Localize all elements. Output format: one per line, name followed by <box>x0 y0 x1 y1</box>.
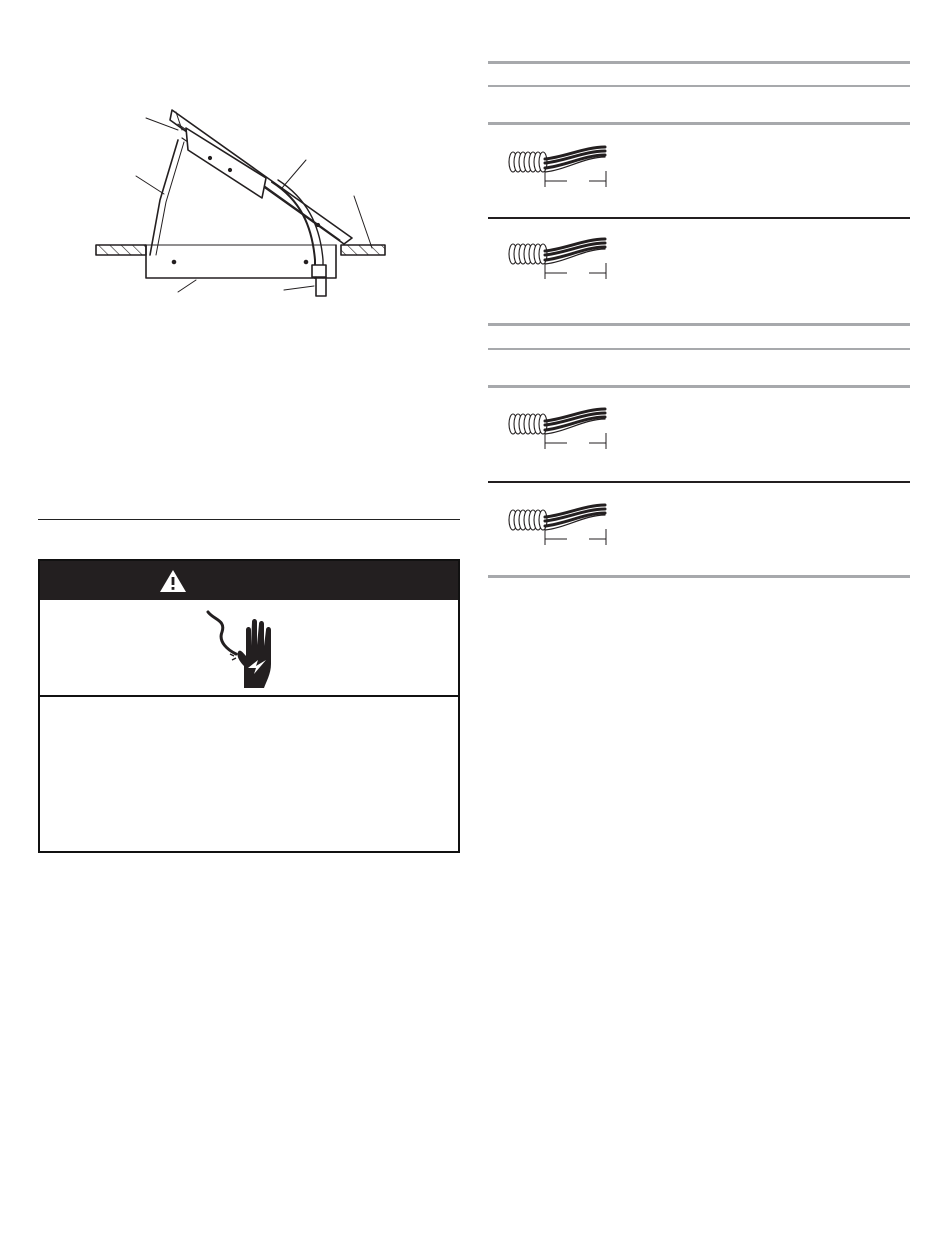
warning-triangle-icon <box>159 569 187 593</box>
electrical-shock-hand-icon <box>204 610 284 690</box>
callout-leader <box>282 160 306 188</box>
stripped-cable-icon <box>505 237 615 287</box>
table-row-rule <box>488 481 910 483</box>
callout-leader <box>136 176 164 194</box>
warning-icon-area <box>40 600 458 697</box>
table-bottom-rule <box>488 575 910 578</box>
callout-leader <box>284 286 314 290</box>
table-row-rule <box>488 217 910 219</box>
cooktop-installation-diagram <box>80 100 390 310</box>
callout-leader <box>178 280 196 292</box>
table-header-rule <box>488 85 910 87</box>
warning-body <box>40 697 458 847</box>
stripped-cable-icon <box>505 407 615 457</box>
callout-leader <box>354 196 372 248</box>
stripped-cable-icon <box>505 503 615 553</box>
stripped-cable-icon <box>505 145 615 195</box>
table-row-rule <box>488 385 910 388</box>
table-header-rule <box>488 348 910 350</box>
warning-header <box>40 561 458 600</box>
countertop-right <box>341 245 385 255</box>
countertop-left <box>96 245 146 255</box>
table-row-rule <box>488 122 910 125</box>
table-top-rule <box>488 61 910 64</box>
support-rod <box>150 140 178 255</box>
table-group-rule <box>488 323 910 326</box>
section-divider <box>38 519 460 520</box>
warning-box <box>38 559 460 853</box>
